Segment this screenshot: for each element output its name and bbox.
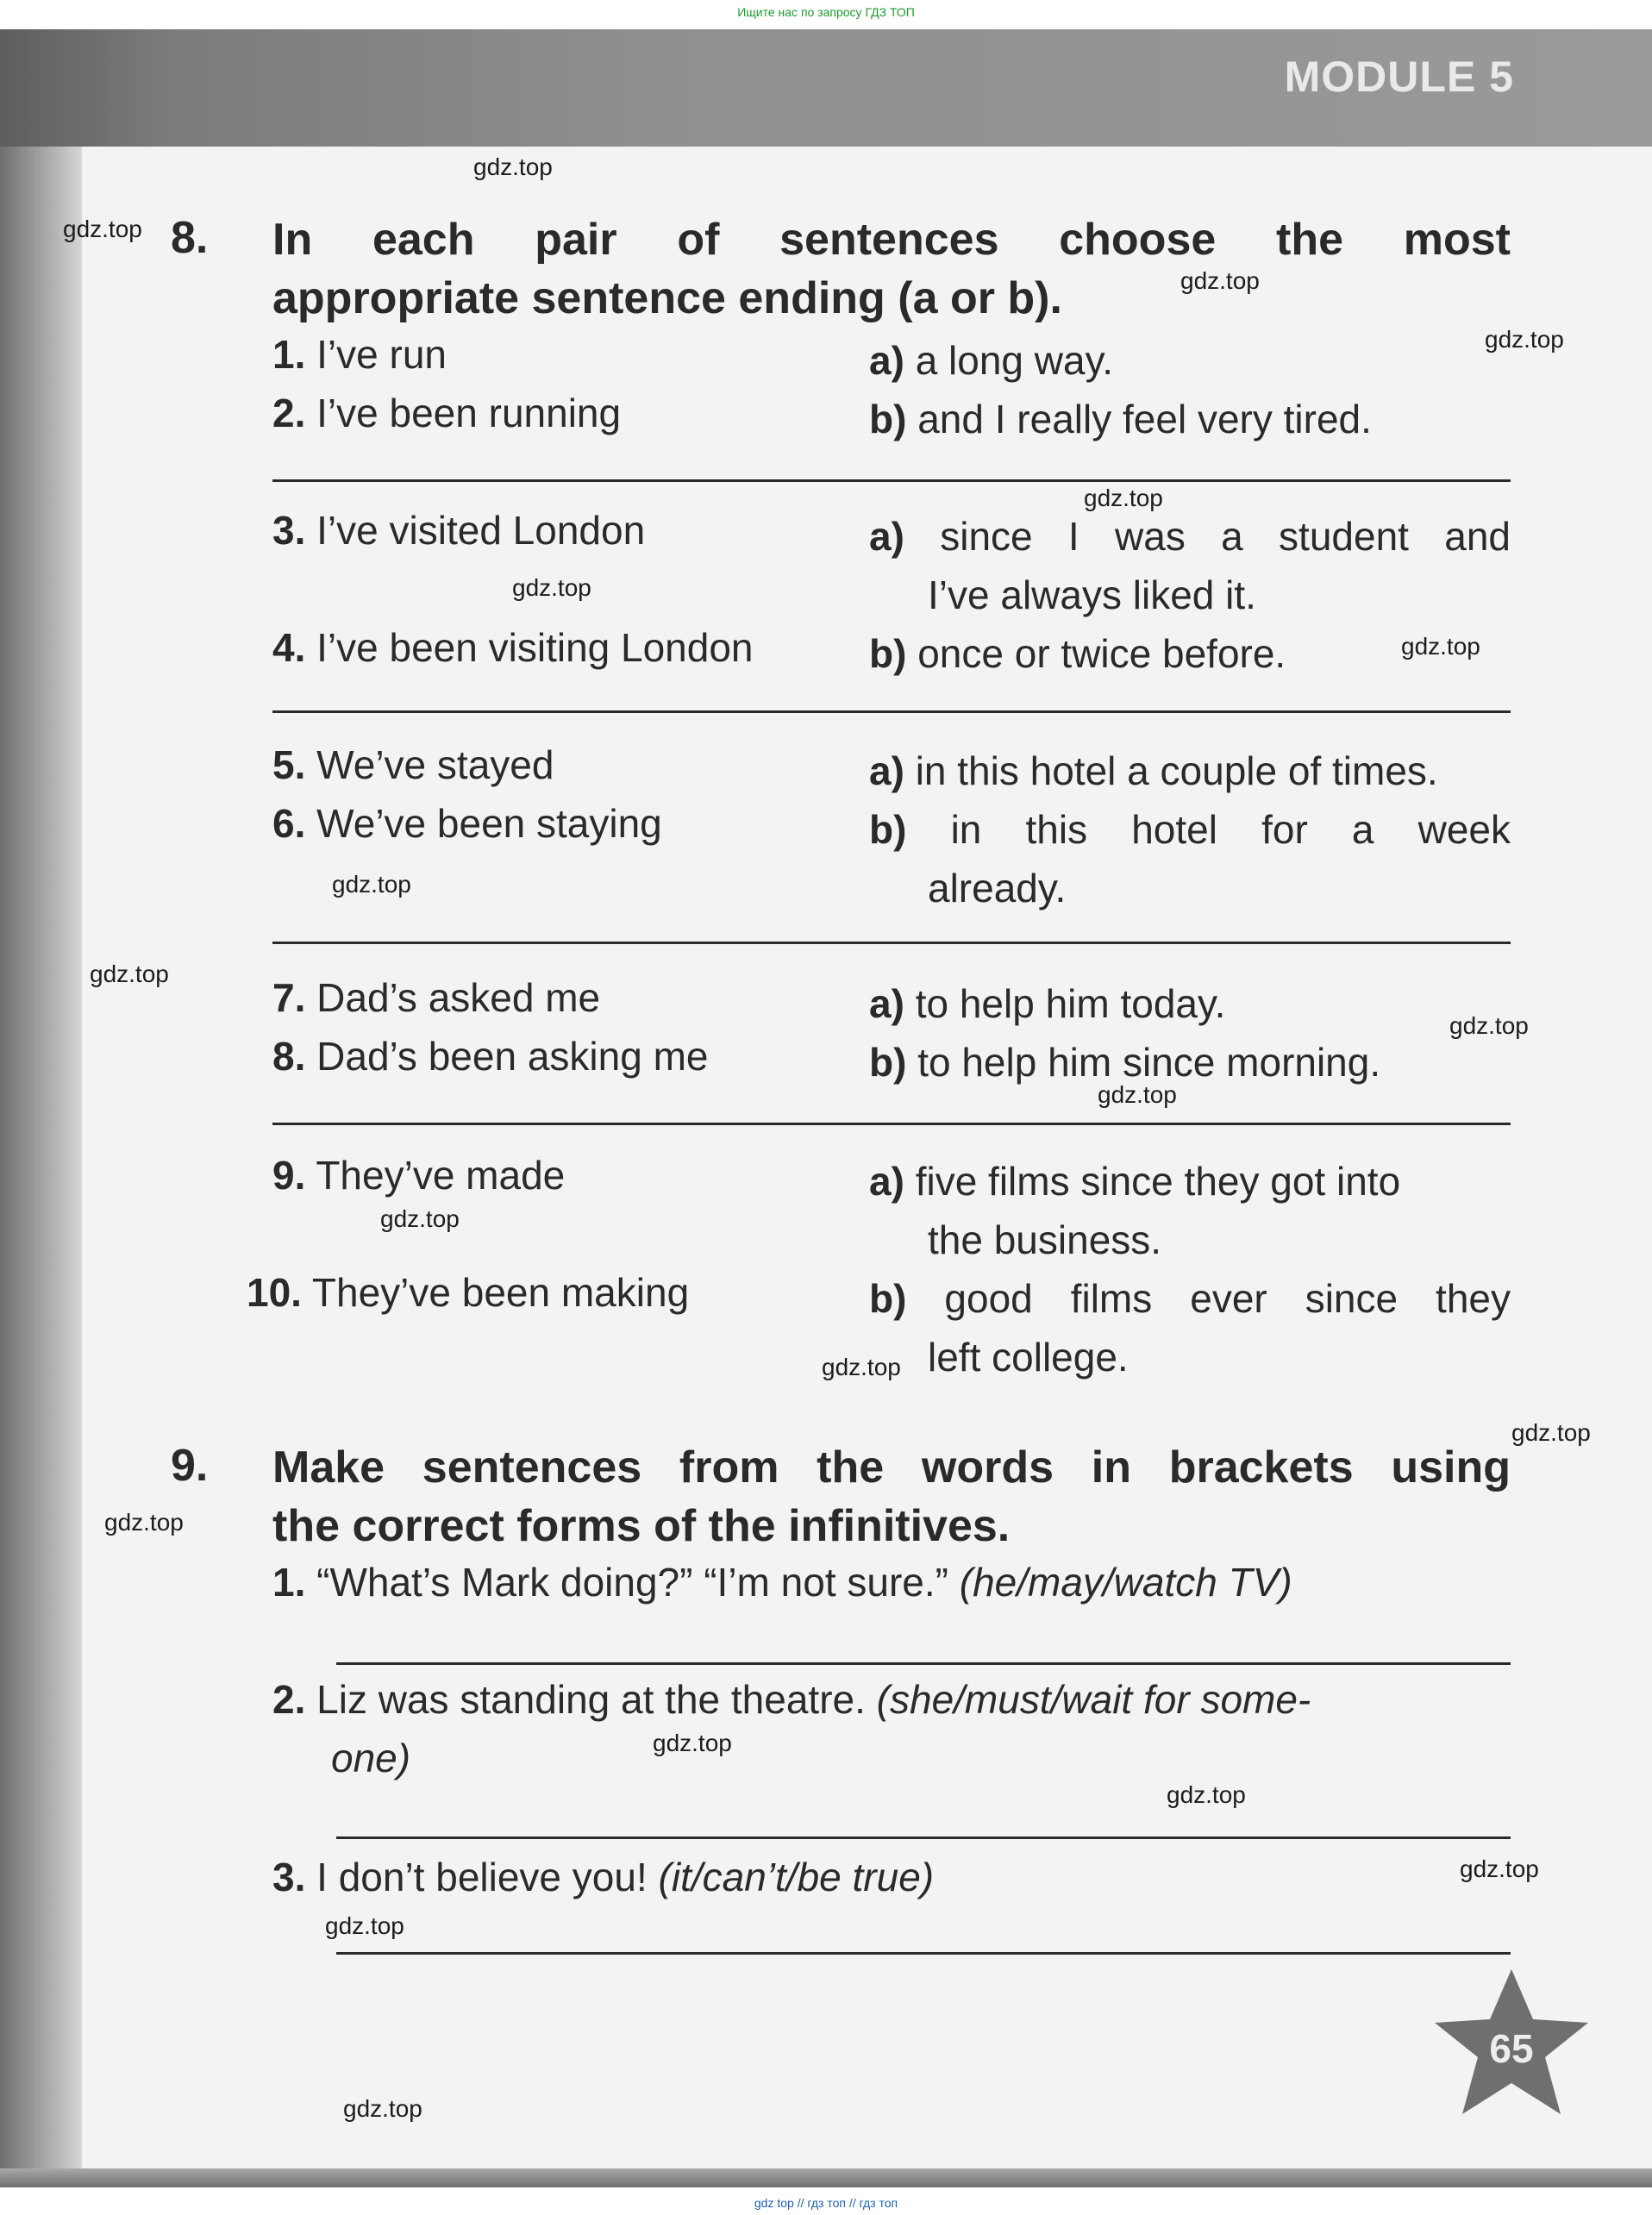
ending-5a: a) five films since they got into the business. bbox=[869, 1159, 1401, 1262]
answer-line-2 bbox=[272, 710, 1511, 713]
exercise-8-heading-line1: In each pair of sentences choose the most bbox=[272, 215, 1511, 265]
exercise-8-heading bbox=[272, 210, 1511, 328]
watermark: gdz.top bbox=[1167, 1781, 1246, 1808]
watermark: gdz.top bbox=[1449, 1012, 1529, 1039]
page-bottom-edge bbox=[0, 2168, 1652, 2187]
watermark: gdz.top bbox=[325, 1912, 404, 1939]
watermark: gdz.top bbox=[653, 1730, 732, 1756]
watermark: gdz.top bbox=[1485, 326, 1564, 353]
ending-2b: b) once or twice before. bbox=[869, 631, 1286, 676]
sentence-1: 1. I’ve run bbox=[272, 332, 447, 377]
watermark: gdz.top bbox=[104, 1509, 184, 1536]
page-number: 65 bbox=[1489, 2026, 1534, 2071]
sentence-8: 8. Dad’s been asking me bbox=[272, 1034, 709, 1079]
exercise-9-heading-line1: Make sentences from the words in brackets using bbox=[272, 1442, 1511, 1492]
book-spine-shadow bbox=[0, 147, 82, 2168]
ending-3a: a) in this hotel a couple of times. bbox=[869, 748, 1438, 793]
watermark: gdz.top bbox=[90, 960, 169, 987]
exercise-9-number: 9. bbox=[171, 1441, 209, 1491]
watermark: gdz.top bbox=[1401, 633, 1480, 660]
answer-line-1 bbox=[272, 479, 1511, 482]
ending-1b: b) and I really feel very tired. bbox=[869, 397, 1372, 441]
exercise-8-heading-line2: appropriate sentence ending (a or b). bbox=[272, 273, 1062, 323]
module-label: MODULE 5 bbox=[1284, 53, 1514, 101]
exercise-9-heading bbox=[272, 1438, 1511, 1555]
watermark: gdz.top bbox=[332, 871, 411, 898]
answer-line-task-2 bbox=[336, 1836, 1511, 1839]
sentence-4: 4. I’ve been visiting London bbox=[272, 625, 754, 670]
watermark: gdz.top bbox=[380, 1205, 460, 1232]
answer-line-task-1 bbox=[336, 1662, 1511, 1665]
ending-1a: a) a long way. bbox=[869, 338, 1113, 383]
exercise-9-heading-line2: the correct forms of the infinitives. bbox=[272, 1501, 1011, 1551]
sentence-3: 3. I’ve visited London bbox=[272, 508, 646, 553]
ending-4b: b) to help him since morning. bbox=[869, 1040, 1381, 1085]
bottom-note: gdz top // гдз топ // гдз топ bbox=[754, 2196, 898, 2210]
answer-line-task-3 bbox=[336, 1952, 1511, 1955]
task-3: 3. I don’t believe you! (it/can’t/be true) bbox=[272, 1855, 935, 1899]
top-banner bbox=[0, 0, 1652, 29]
watermark: gdz.top bbox=[822, 1354, 901, 1380]
module-header bbox=[0, 29, 1652, 147]
task-2-continuation: one) bbox=[331, 1736, 411, 1780]
bottom-banner bbox=[0, 2187, 1652, 2215]
top-note: Ищите нас по запросу ГДЗ ТОП bbox=[737, 5, 915, 19]
watermark: gdz.top bbox=[512, 574, 591, 601]
watermark: gdz.top bbox=[1460, 1855, 1539, 1882]
sentence-6: 6. We’ve been staying bbox=[272, 801, 662, 846]
watermark: gdz.top bbox=[343, 2095, 422, 2122]
page-number-star bbox=[1430, 1966, 1593, 2121]
watermark: gdz.top bbox=[1180, 267, 1260, 294]
ending-2a: a) since I was a student and I’ve always liked it. bbox=[869, 514, 1511, 617]
sentence-10: 10. They’ve been making bbox=[247, 1270, 690, 1315]
task-1: 1. “What’s Mark doing?” “I’m not sure.” (he/may/watch TV) bbox=[272, 1560, 1292, 1605]
sentence-5: 5. We’ve stayed bbox=[272, 742, 554, 787]
task-2: 2. Liz was standing at the theatre. (she/must/wait for some- bbox=[272, 1677, 1311, 1722]
answer-line-3 bbox=[272, 942, 1511, 944]
ending-4a: a) to help him today. bbox=[869, 981, 1226, 1026]
sentence-2: 2. I’ve been running bbox=[272, 391, 622, 435]
sentence-9: 9. They’ve made bbox=[272, 1153, 566, 1198]
watermark: gdz.top bbox=[1098, 1081, 1177, 1108]
watermark: gdz.top bbox=[1511, 1419, 1591, 1446]
watermark: gdz.top bbox=[63, 216, 142, 242]
ending-5b: b) good films ever since they left college. bbox=[869, 1276, 1511, 1380]
exercise-8-number: 8. bbox=[171, 213, 209, 263]
watermark: gdz.top bbox=[473, 153, 553, 180]
sentence-7: 7. Dad’s asked me bbox=[272, 975, 601, 1020]
ending-3b: b) in this hotel for a week already. bbox=[869, 807, 1511, 910]
watermark: gdz.top bbox=[1084, 485, 1163, 511]
answer-line-4 bbox=[272, 1123, 1511, 1125]
